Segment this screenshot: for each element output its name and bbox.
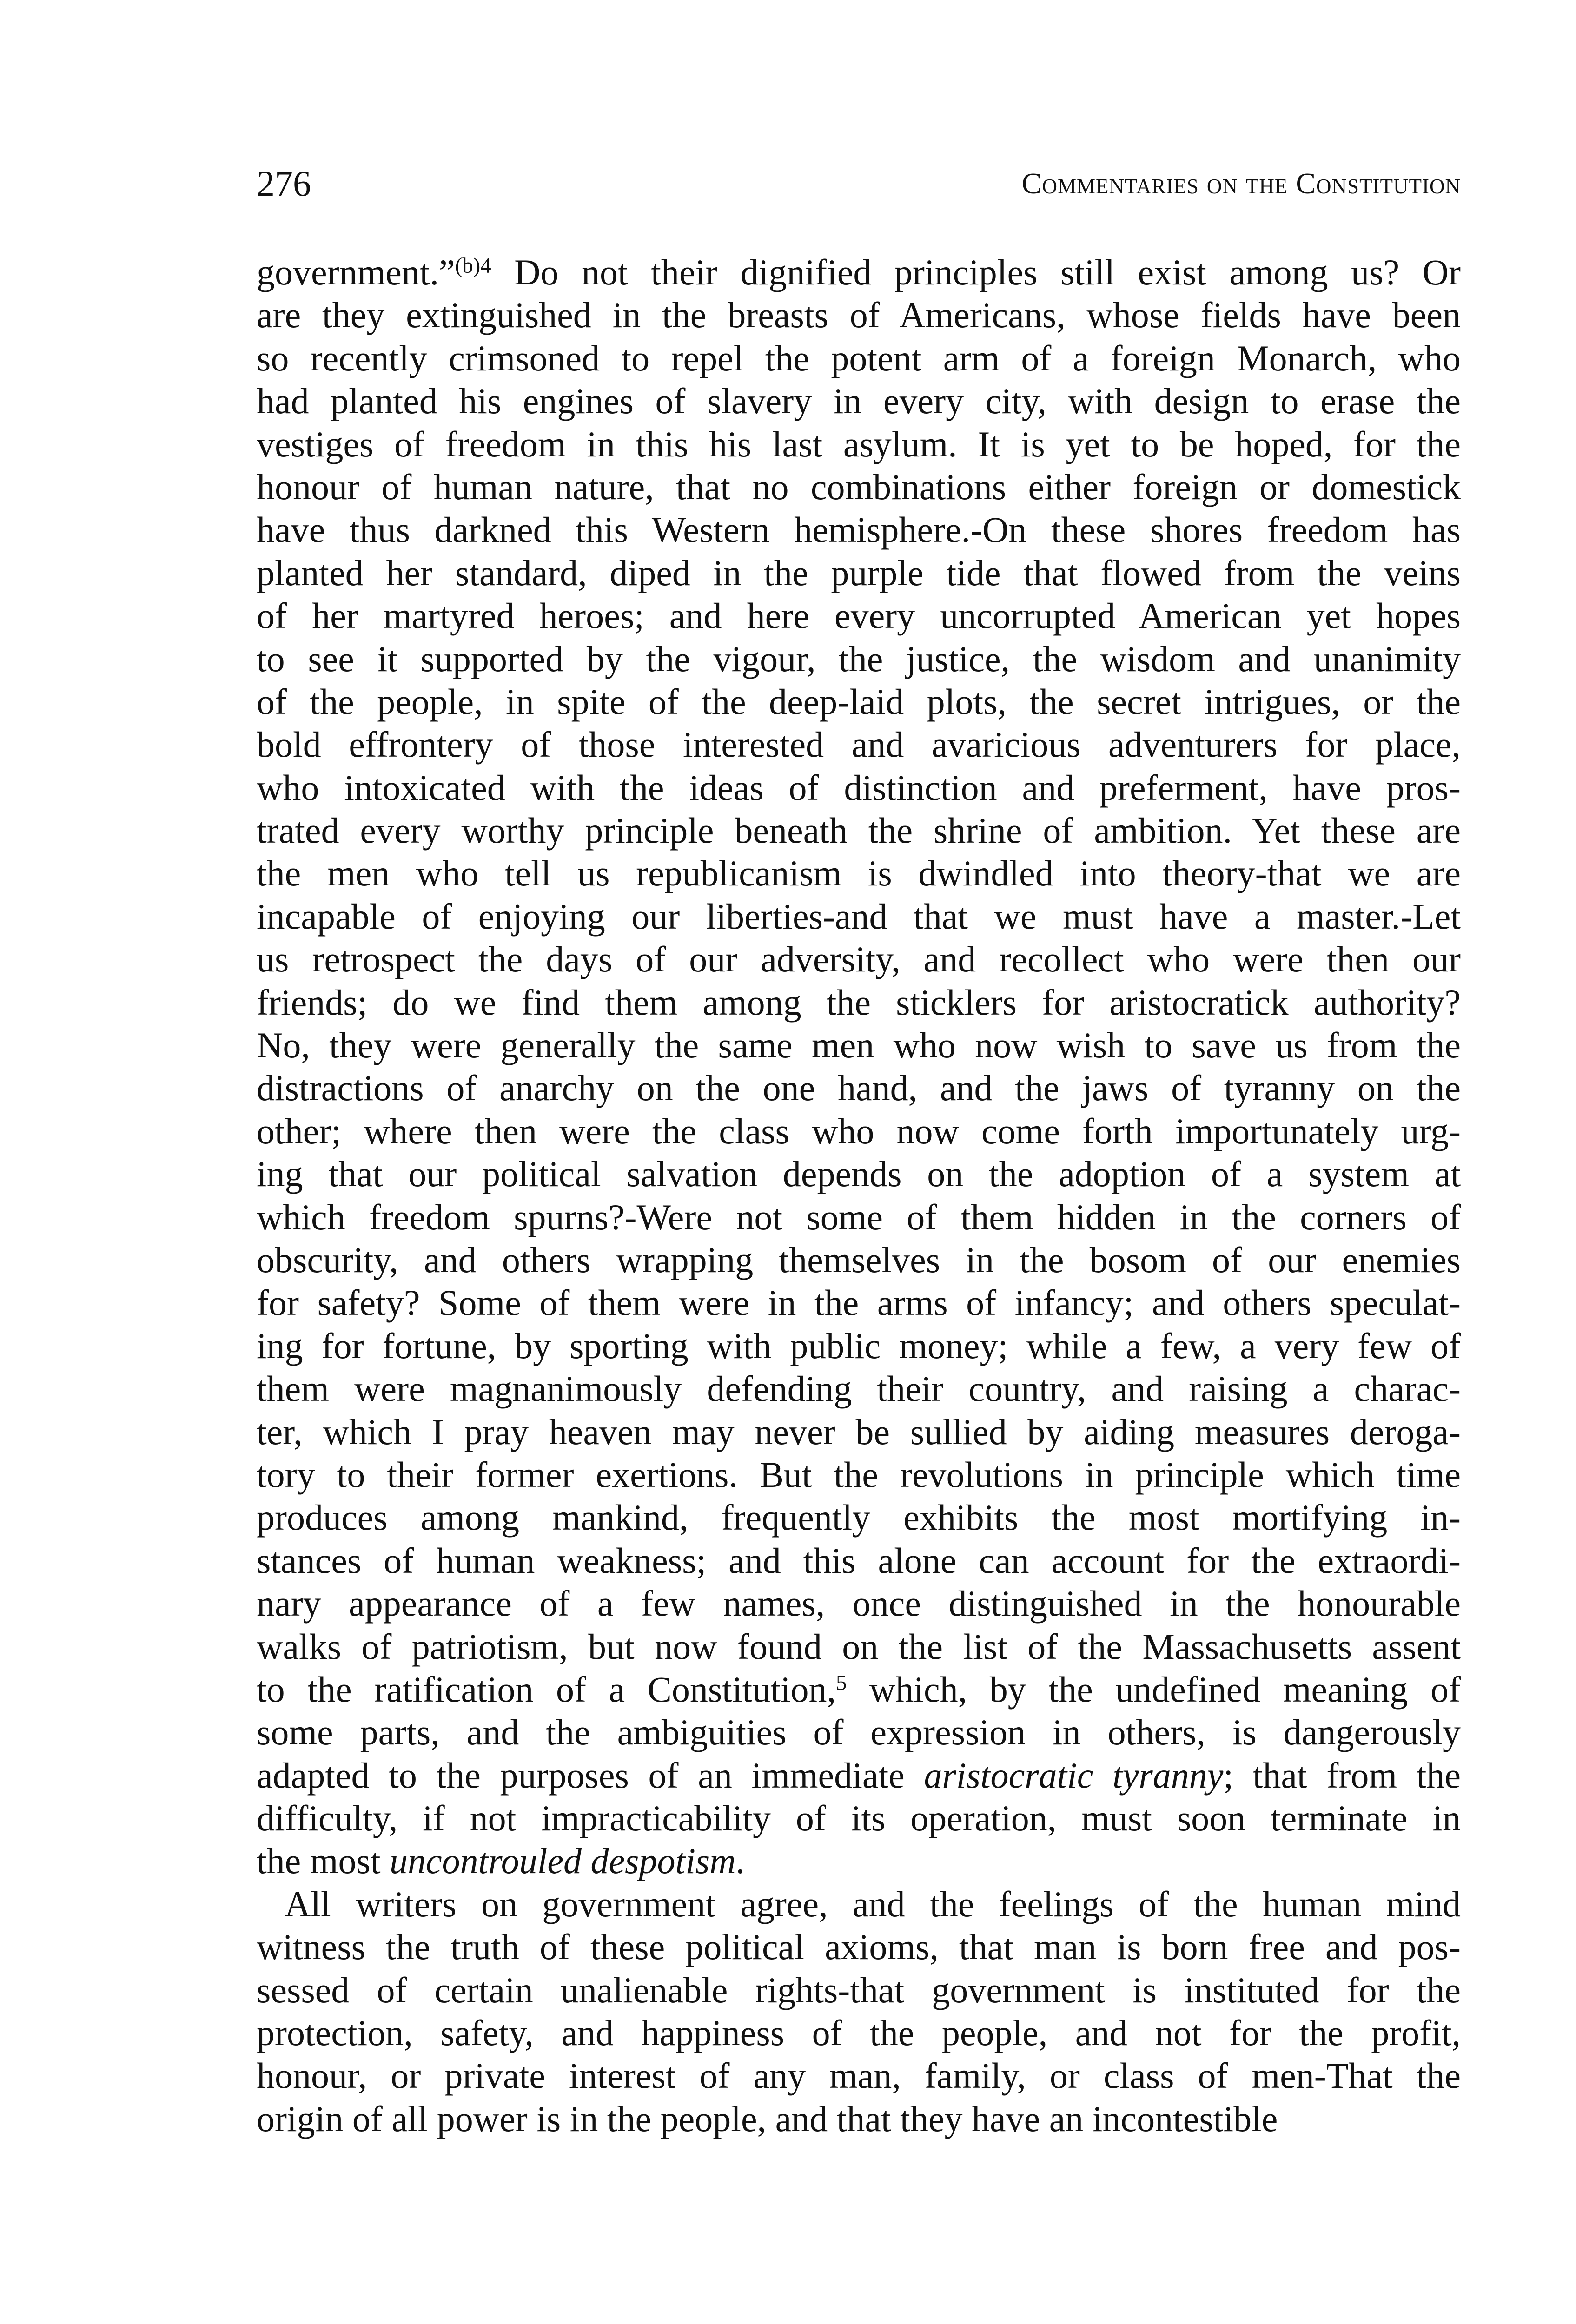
text-line [257, 638, 1461, 680]
text-run: the men who tell us republicanism is dwindled into theory-that we are [257, 853, 1461, 894]
text-line [257, 1153, 1461, 1195]
text-line [257, 423, 1461, 466]
text-run: which, by the undefined meaning of [847, 1669, 1461, 1710]
text-run: stances of human weakness; and this alone can account for the extraordi- [257, 1540, 1461, 1581]
text-line [257, 1067, 1461, 1109]
text-run: ; that from the [1223, 1755, 1461, 1796]
running-head [257, 158, 1461, 209]
text-run: obscurity, and others wrapping themselves in the bosom of our enemies [257, 1239, 1461, 1280]
text-line [257, 337, 1461, 380]
footnote-marker: 5 [836, 1670, 847, 1695]
text-run: difficulty, if not impracticability of its operation, must soon terminate in [257, 1798, 1461, 1839]
running-title: Commentaries on the Constitution [1021, 167, 1461, 200]
text-run: trated every worthy principle beneath the shrine of ambition. Yet these are [257, 810, 1461, 851]
text-line [257, 895, 1461, 938]
text-line [257, 1840, 1461, 1882]
text-run: planted her standard, diped in the purple tide that flowed from the veins [257, 552, 1461, 593]
text-run: All writers on government agree, and the feelings of the human mind [285, 1883, 1461, 1924]
text-run: who intoxicated with the ideas of distinction and preferment, have pros- [257, 767, 1461, 808]
text-line [257, 809, 1461, 852]
text-line [257, 680, 1461, 723]
italic-text: aristocratic tyranny [924, 1755, 1224, 1796]
text-run: so recently crimsoned to repel the potent arm of a foreign Monarch, who [257, 337, 1461, 378]
text-run: witness the truth of these political axioms, that man is born free and pos- [257, 1927, 1461, 1967]
text-run: produces among mankind, frequently exhibits the most mortifying in- [257, 1497, 1461, 1538]
text-run: friends; do we find them among the sticklers for aristocratick authority? [257, 982, 1461, 1023]
text-run: ter, which I pray heaven may never be sullied by aiding measures deroga- [257, 1411, 1461, 1452]
text-run: incapable of enjoying our liberties-and that we must have a master.-Let [257, 896, 1461, 937]
text-line [257, 723, 1461, 766]
text-run: of the people, in spite of the deep-laid plots, the secret intrigues, or the [257, 681, 1461, 722]
text-run: them were magnanimously defending their country, and raising a charac- [257, 1368, 1461, 1409]
text-run: adapted to the purposes of an immediate [257, 1755, 924, 1796]
text-line [257, 1969, 1461, 2012]
text-line [257, 1625, 1461, 1668]
text-line [257, 1711, 1461, 1754]
text-line [257, 1110, 1461, 1153]
italic-text: uncontrouled despotism [390, 1841, 736, 1882]
text-run: to the ratification of a Constitution, [257, 1669, 836, 1710]
text-line [257, 766, 1461, 809]
text-line [257, 2098, 1461, 2140]
text-line [257, 981, 1461, 1024]
text-run: honour of human nature, that no combinations either foreign or domestick [257, 466, 1461, 507]
text-line [257, 251, 1461, 294]
text-line [257, 1367, 1461, 1410]
text-run: nary appearance of a few names, once distinguished in the honourable [257, 1583, 1461, 1624]
text-run: have thus darkned this Western hemisphere.-On these shores freedom has [257, 509, 1461, 550]
text-run: Do not their dignified principles still exist among us? Or [491, 252, 1461, 292]
text-line [257, 594, 1461, 637]
text-run: origin of all power is in the people, and that they have an incontestible [257, 2098, 1278, 2139]
text-run: honour, or private interest of any man, family, or class of men-That the [257, 2055, 1461, 2096]
text-run: had planted his engines of slavery in every city, with design to erase the [257, 381, 1461, 422]
text-run: some parts, and the ambiguities of expression in others, is dangerously [257, 1712, 1461, 1753]
text-run: ing for fortune, by sporting with public money; while a few, a very few of [257, 1325, 1461, 1366]
text-run: other; where then were the class who now come forth importunately urg- [257, 1110, 1461, 1151]
text-line [257, 466, 1461, 508]
text-line [257, 380, 1461, 423]
body-text [257, 251, 1461, 2140]
text-line [257, 1496, 1461, 1539]
text-line [257, 1539, 1461, 1582]
text-run: vestiges of freedom in this his last asylum. It is yet to be hoped, for the [257, 423, 1461, 464]
text-line [257, 1325, 1461, 1367]
text-line [257, 508, 1461, 551]
text-line [257, 2054, 1461, 2097]
text-run: us retrospect the days of our adversity, and recollect who were then our [257, 939, 1461, 980]
text-line [257, 1411, 1461, 1453]
text-line [257, 1024, 1461, 1067]
text-run: sessed of certain unalienable rights-that government is instituted for the [257, 1969, 1461, 2010]
text-line [257, 1453, 1461, 1496]
text-run: are they extinguished in the breasts of Americans, whose fields have been [257, 295, 1461, 336]
text-line [257, 938, 1461, 981]
page-number: 276 [257, 163, 311, 204]
text-line [257, 1281, 1461, 1324]
text-line [257, 1797, 1461, 1840]
text-run: bold effrontery of those interested and avaricious adventurers for place, [257, 724, 1461, 765]
text-line [257, 1926, 1461, 1968]
text-run: walks of patriotism, but now found on the list of the Massachusetts assent [257, 1626, 1461, 1667]
text-run: which freedom spurns?-Were not some of them hidden in the corners of [257, 1196, 1461, 1237]
text-run: to see it supported by the vigour, the justice, the wisdom and unanimity [257, 638, 1461, 679]
text-line [257, 1754, 1461, 1797]
paragraph [257, 251, 1461, 1883]
text-line [257, 1582, 1461, 1625]
text-run: distractions of anarchy on the one hand, and the jaws of tyranny on the [257, 1068, 1461, 1109]
text-line [257, 1196, 1461, 1239]
paragraph [257, 1883, 1461, 2140]
text-run: tory to their former exertions. But the revolutions in principle which time [257, 1454, 1461, 1495]
text-run: of her martyred heroes; and here every uncorrupted American yet hopes [257, 595, 1461, 636]
text-line [257, 2012, 1461, 2054]
text-run: government.” [257, 252, 455, 292]
text-line [257, 552, 1461, 594]
text-line [257, 1239, 1461, 1281]
text-run: the most [257, 1841, 390, 1882]
text-line [257, 1883, 1461, 1926]
text-run: No, they were generally the same men who now wish to save us from the [257, 1025, 1461, 1066]
text-run: . [735, 1841, 745, 1882]
text-run: protection, safety, and happiness of the people, and not for the profit, [257, 2013, 1461, 2053]
text-line [257, 294, 1461, 337]
text-run: for safety? Some of them were in the arms of infancy; and others speculat- [257, 1282, 1461, 1323]
footnote-marker: (b)4 [455, 253, 491, 278]
text-line [257, 852, 1461, 895]
text-run: ing that our political salvation depends on the adoption of a system at [257, 1154, 1461, 1195]
text-line [257, 1668, 1461, 1711]
